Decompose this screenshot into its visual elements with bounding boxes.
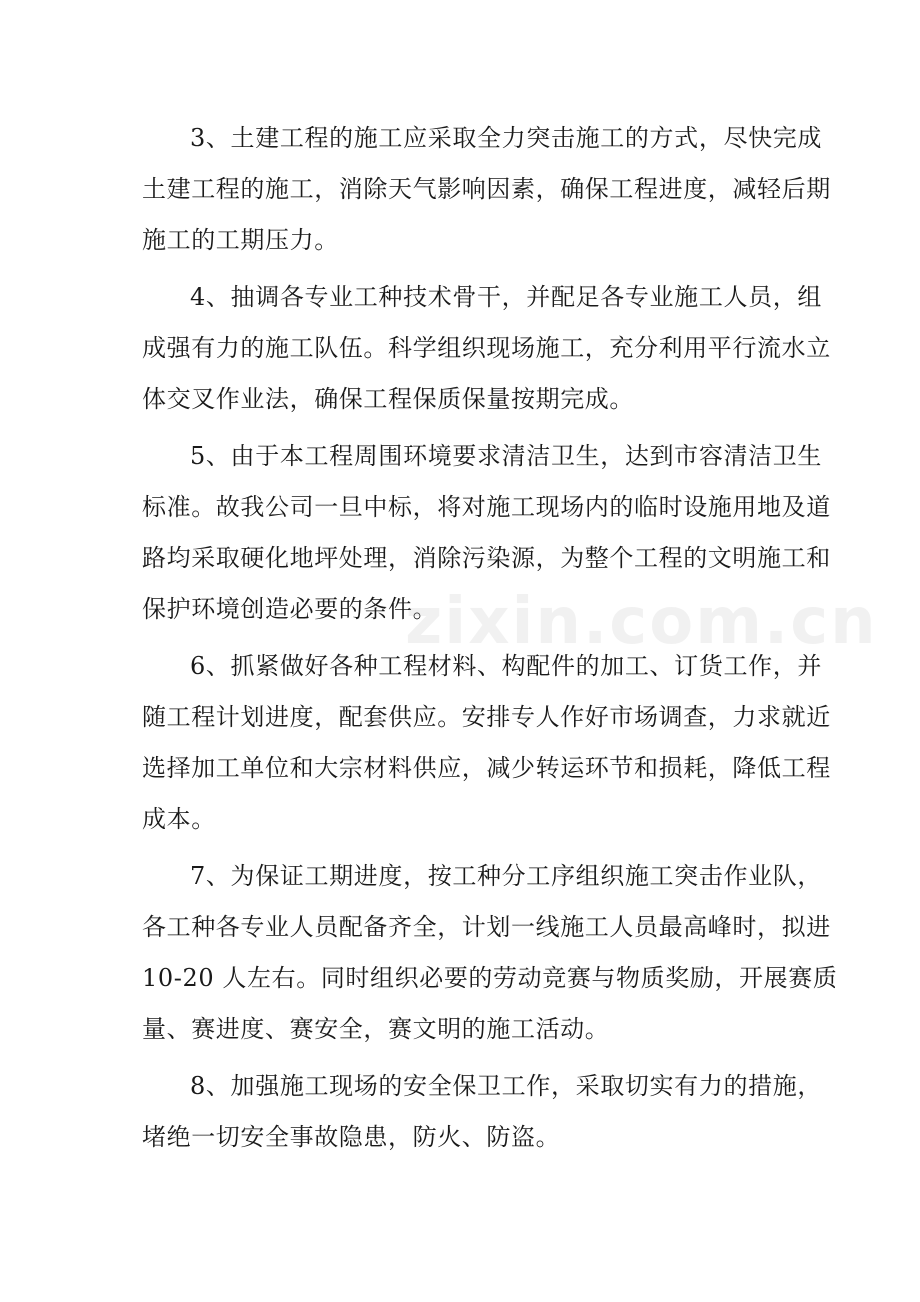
text-line: 成强有力的施工队伍。科学组织现场施工，充分利用平行流水立 (142, 334, 831, 362)
text-line: 各工种各专业人员配备齐全，计划一线施工人员最高峰时，拟进 (142, 913, 831, 941)
text-line: 路均采取硬化地坪处理，消除污染源，为整个工程的文明施工和 (142, 544, 831, 572)
text-line: 随工程计划进度，配套供应。安排专人作好市场调查，力求就近 (142, 703, 831, 731)
text-line: 4、抽调各专业工种技术骨干，并配足各专业施工人员，组 (190, 283, 822, 311)
paragraph-4 (142, 272, 831, 425)
text-line: 保护环境创造必要的条件。 (142, 595, 438, 623)
text-line: 3、土建工程的施工应采取全力突击施工的方式，尽快完成 (190, 124, 822, 152)
text-line: 选择加工单位和大宗材料供应，减少转运环节和损耗，降低工程 (142, 754, 831, 782)
text-line: 体交叉作业法，确保工程保质保量按期完成。 (142, 385, 634, 413)
text-line: 7、为保证工期进度，按工种分工序组织施工突击作业队， (190, 862, 822, 890)
text-line: 5、由于本工程周围环境要求清洁卫生，达到市容清洁卫生 (190, 442, 822, 470)
text-line: 10-20 人左右。同时组织必要的劳动竞赛与物质奖励，开展赛质 (142, 964, 838, 992)
text-line: 6、抓紧做好各种工程材料、构配件的加工、订货工作，并 (190, 652, 822, 680)
text-line: 施工的工期压力。 (142, 226, 339, 254)
watermark: zixin.com.cn (405, 585, 878, 659)
paragraph-6 (142, 641, 831, 845)
text-line: 土建工程的施工，消除天气影响因素，确保工程进度，减轻后期 (142, 175, 831, 203)
text-line: 8、加强施工现场的安全保卫工作，采取切实有力的措施， (190, 1072, 822, 1100)
text-line: 成本。 (142, 805, 216, 833)
paragraph-8 (142, 1061, 822, 1163)
text-line: 量、赛进度、赛安全，赛文明的施工活动。 (142, 1015, 610, 1043)
paragraph-5 (142, 431, 831, 635)
text-line: 标准。故我公司一旦中标，将对施工现场内的临时设施用地及道 (142, 493, 831, 521)
text-line: 堵绝一切安全事故隐患，防火、防盗。 (142, 1123, 561, 1151)
paragraph-3 (142, 113, 831, 266)
document-body (142, 113, 838, 1169)
paragraph-7 (142, 851, 838, 1055)
